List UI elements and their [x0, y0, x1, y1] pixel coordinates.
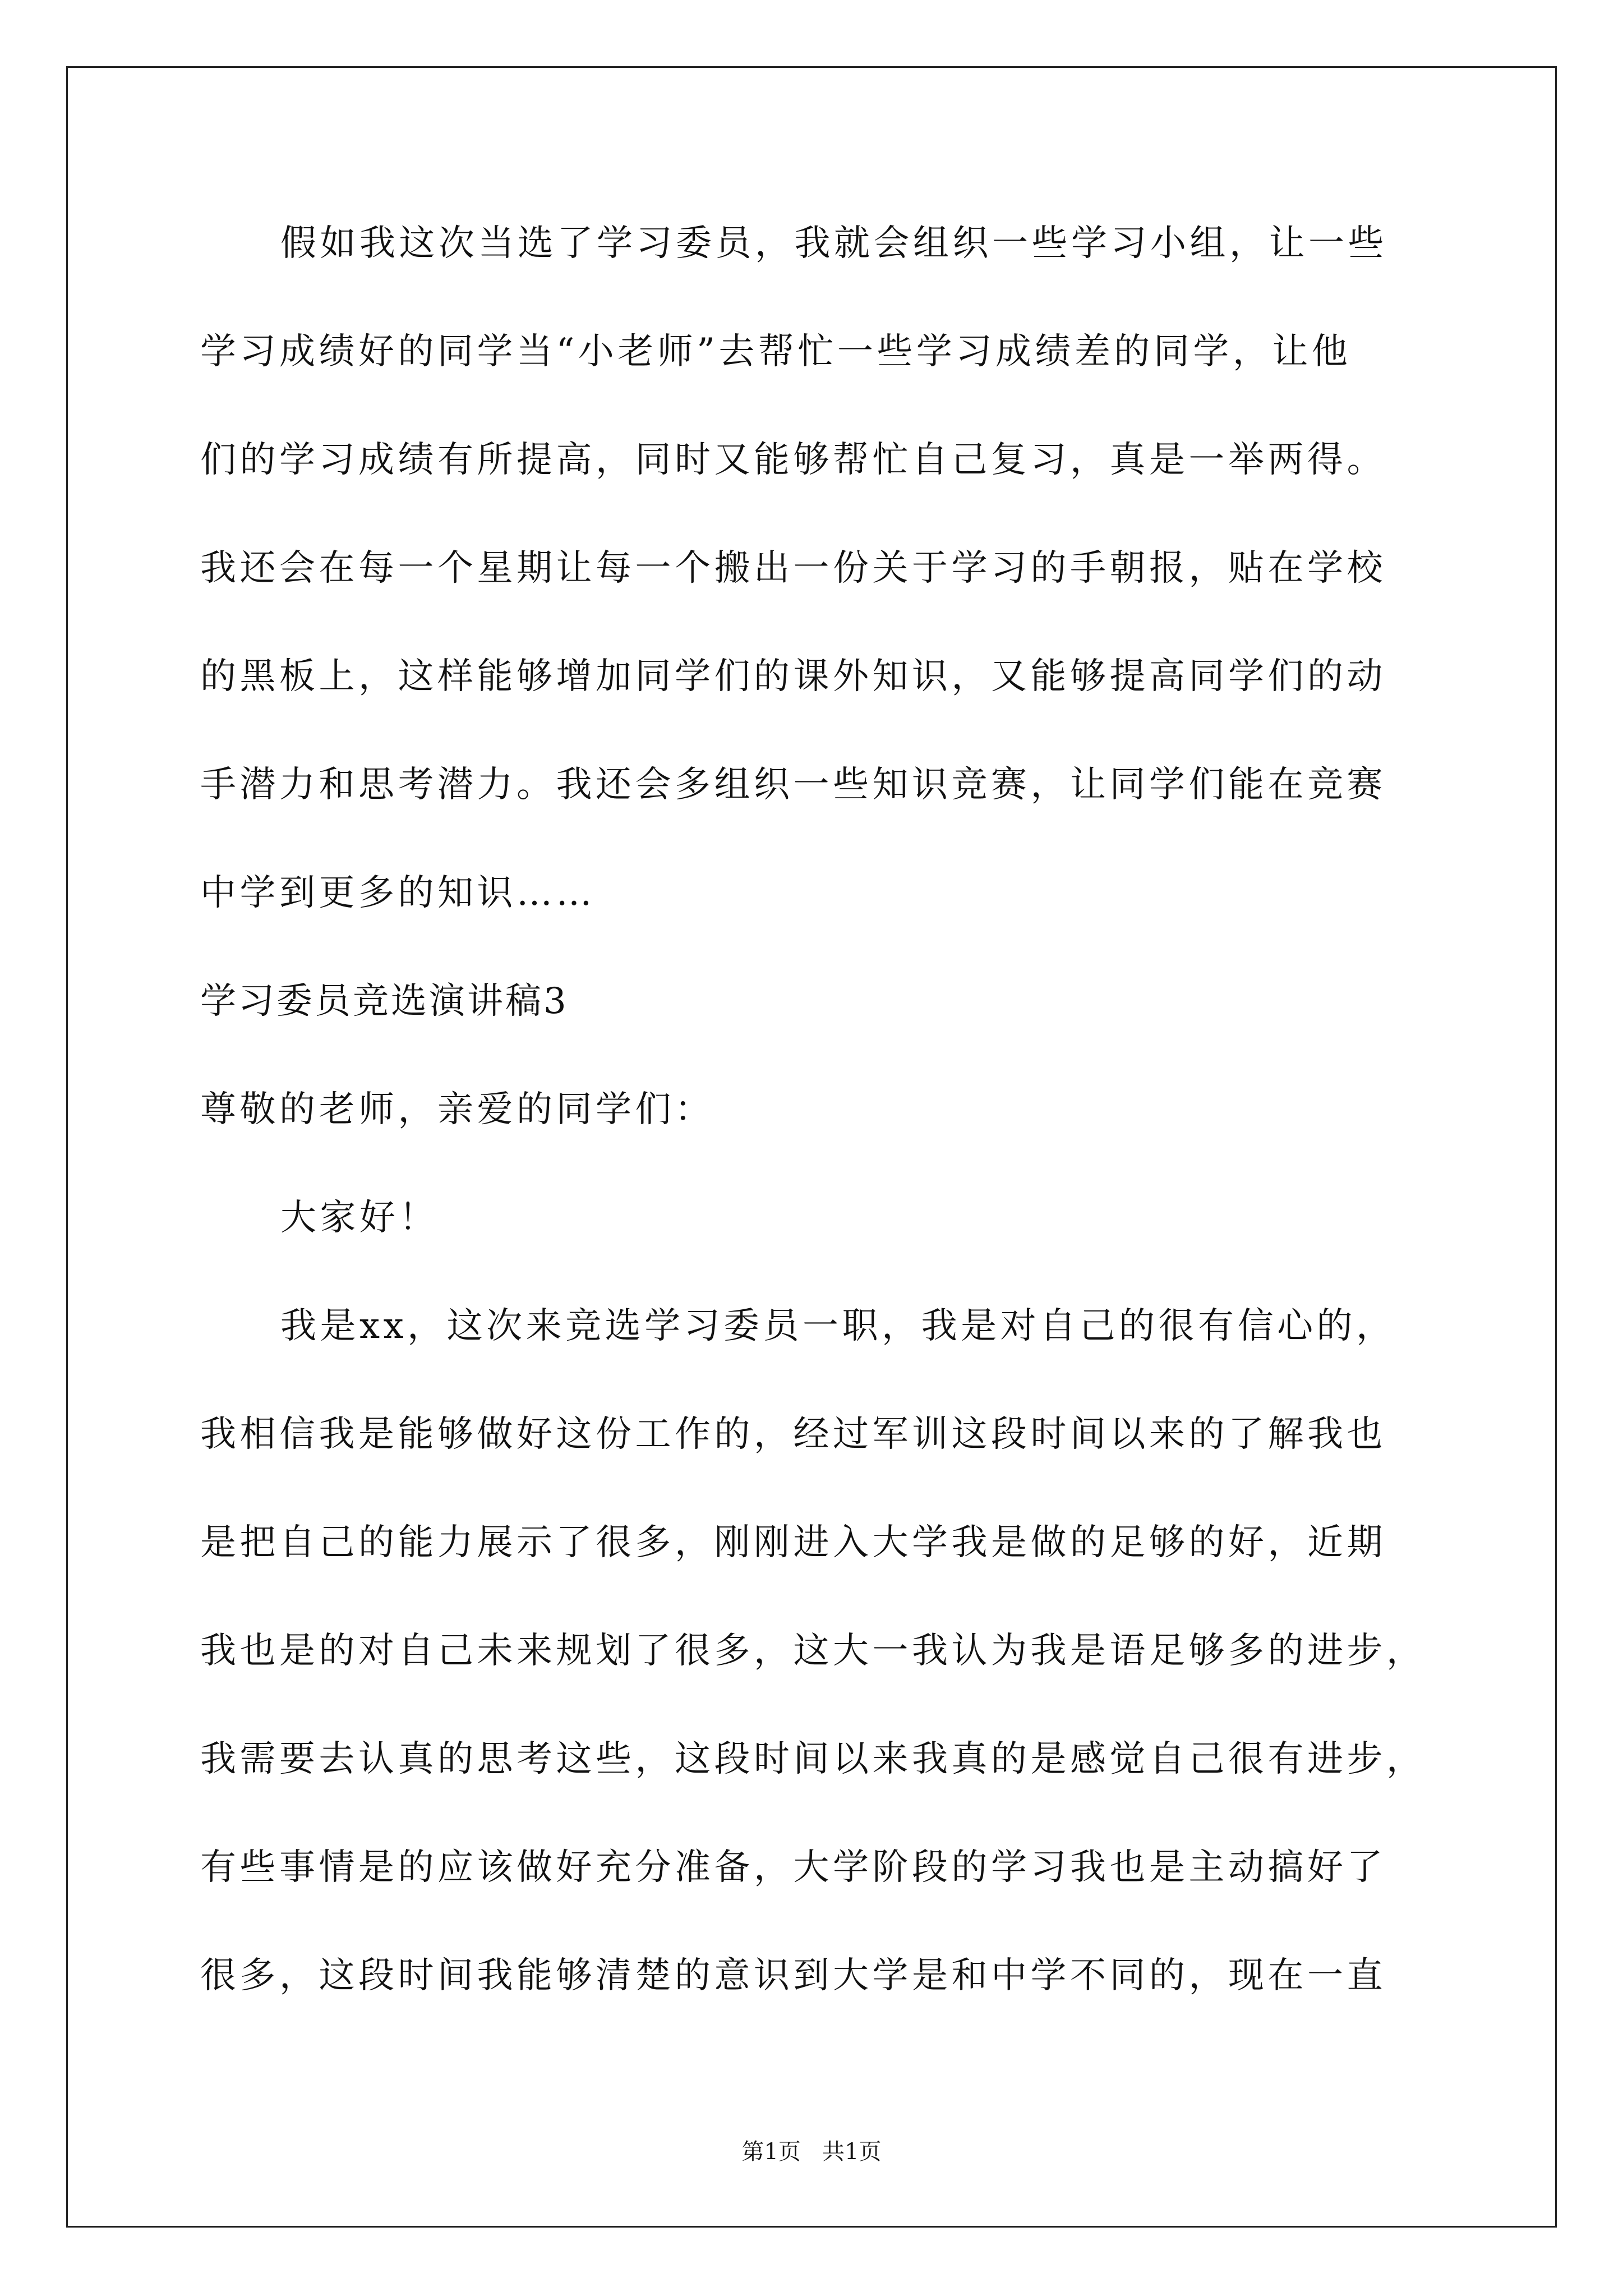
paragraph-line: 是把自己的能力展示了很多，刚刚进入大学我是做的足够的好，近期: [200, 1522, 1386, 1563]
paragraph-line: 手潜力和思考潜力。我还会多组织一些知识竞赛，让同学们能在竞赛: [200, 764, 1386, 806]
paragraph-line: 假如我这次当选了学习委员，我就会组织一些学习小组，让一些: [280, 223, 1387, 264]
page-footer: 第1页 共1页: [741, 2139, 882, 2165]
paragraph-line: 有些事情是的应该做好充分准备，大学阶段的学习我也是主动搞好了: [200, 1847, 1386, 1888]
paragraph-line: 我还会在每一个星期让每一个搬出一份关于学习的手朝报，贴在学校: [200, 547, 1386, 589]
paragraph-line: 学习成绩好的同学当“小老师”去帮忙一些学习成绩差的同学，让他: [200, 331, 1352, 372]
document-body: [200, 223, 1434, 2064]
salutation: 尊敬的老师，亲爱的同学们：: [200, 1089, 714, 1130]
paragraph-line: 我需要去认真的思考这些，这段时间以来我真的是感觉自己很有进步，: [200, 1738, 1426, 1780]
paragraph-line: 们的学习成绩有所提高，同时又能够帮忙自己复习，真是一举两得。: [200, 439, 1386, 481]
paragraph-line: 我也是的对自己未来规划了很多，这大一我认为我是语足够多的进步，: [200, 1630, 1426, 1672]
section-heading: 学习委员竞选演讲稿3: [200, 981, 569, 1022]
paragraph-line: 的黑板上，这样能够增加同学们的课外知识，又能够提高同学们的动: [200, 656, 1386, 697]
paragraph-line: 我是xx，这次来竞选学习委员一职，我是对自己的很有信心的，: [280, 1305, 1396, 1347]
greeting: 大家好！: [280, 1197, 439, 1239]
paragraph-line: 很多，这段时间我能够清楚的意识到大学是和中学不同的，现在一直: [200, 1955, 1386, 1996]
paragraph-line: 中学到更多的知识……: [200, 872, 596, 914]
paragraph-line: 我相信我是能够做好这份工作的，经过军训这段时间以来的了解我也: [200, 1414, 1386, 1455]
